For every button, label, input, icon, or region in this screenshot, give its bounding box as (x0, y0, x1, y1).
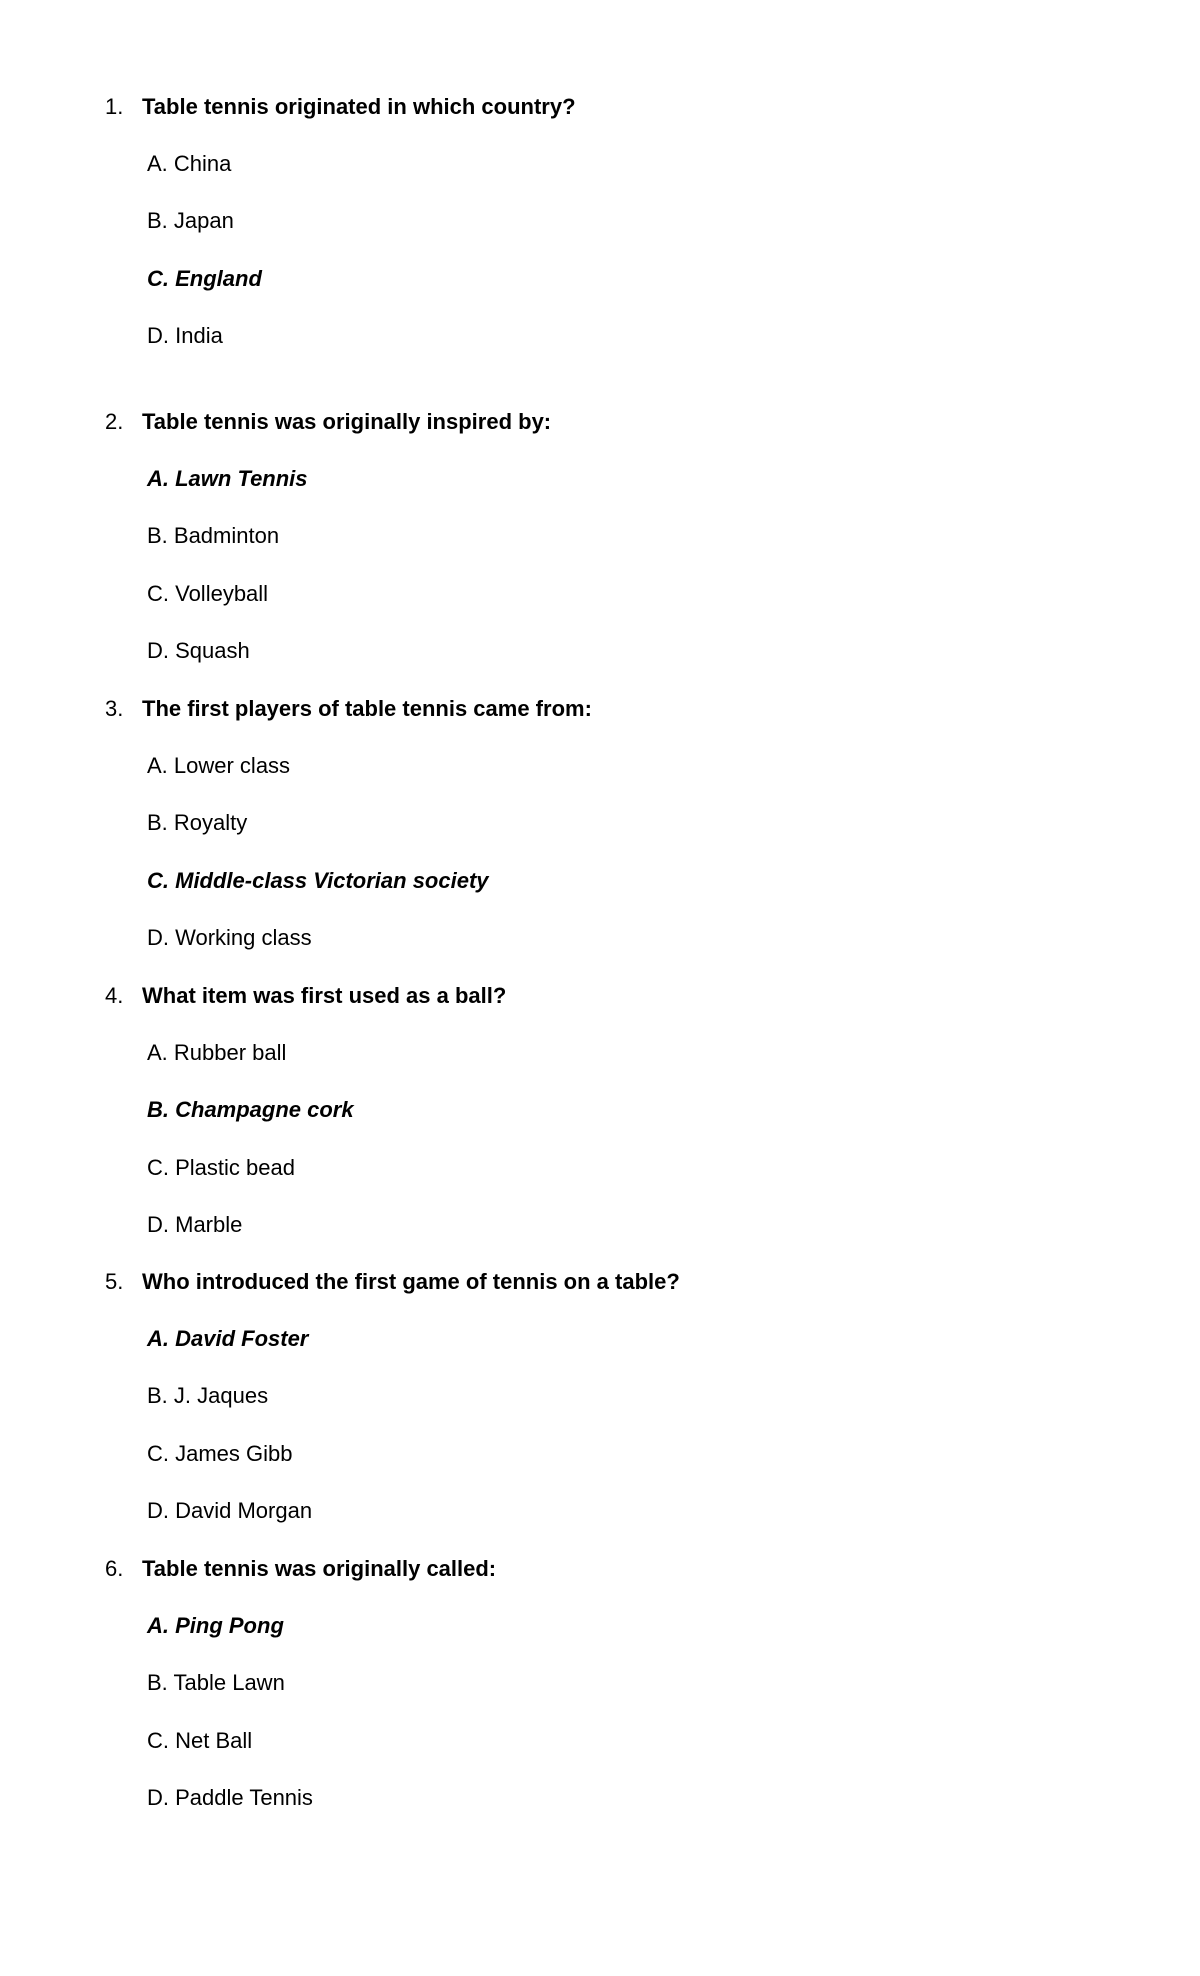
option-d: D. Working class (147, 925, 312, 950)
option-a-correct: A. Ping Pong (147, 1613, 284, 1638)
question-text: Who introduced the first game of tennis on a table? (142, 1269, 680, 1294)
question-number: 1. (105, 94, 124, 119)
option-b: B. Japan (147, 208, 234, 233)
option-c-correct: C. England (147, 266, 262, 291)
option-d: D. India (147, 323, 223, 348)
option-c: C. Volleyball (147, 581, 269, 606)
option-b: B. Royalty (147, 810, 248, 835)
option-a: A. Rubber ball (147, 1040, 287, 1065)
question-text: What item was first used as a ball? (142, 983, 507, 1008)
question-number: 5. (105, 1269, 124, 1294)
question-number: 3. (105, 696, 124, 721)
option-a-correct: A. David Foster (147, 1326, 309, 1351)
question-text: Table tennis was originally inspired by: (142, 409, 552, 434)
option-c: C. Plastic bead (147, 1155, 295, 1180)
option-a: A. Lower class (147, 753, 291, 778)
question-number: 4. (105, 983, 124, 1008)
option-b-correct: B. Champagne cork (147, 1097, 354, 1122)
question-text: Table tennis originated in which country? (142, 94, 576, 119)
option-d: D. Paddle Tennis (147, 1785, 313, 1810)
option-d: D. Marble (147, 1212, 243, 1237)
option-b: B. Table Lawn (147, 1670, 285, 1695)
option-c-correct: C. Middle-class Victorian society (147, 868, 489, 893)
option-d: D. David Morgan (147, 1498, 313, 1523)
option-b: B. J. Jaques (147, 1383, 269, 1408)
option-a-correct: A. Lawn Tennis (147, 466, 308, 491)
option-b: B. Badminton (147, 523, 280, 548)
question-number: 2. (105, 409, 124, 434)
option-c: C. James Gibb (147, 1441, 293, 1466)
question-number: 6. (105, 1556, 124, 1581)
question-text: Table tennis was originally called: (142, 1556, 497, 1581)
option-d: D. Squash (147, 638, 250, 663)
option-a: A. China (147, 151, 232, 176)
question-text: The first players of table tennis came from: (142, 696, 592, 721)
option-c: C. Net Ball (147, 1728, 253, 1753)
